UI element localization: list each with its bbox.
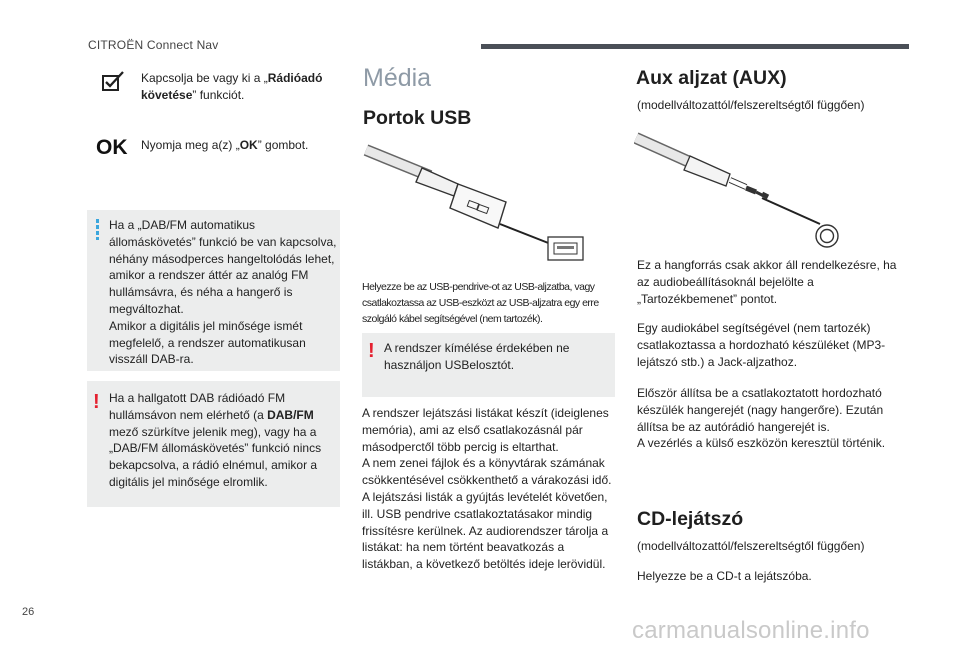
aux-illustration [634, 130, 846, 252]
instruction-press-ok: Nyomja meg a(z) „OK” gombot. [141, 138, 309, 152]
info-box-text: Ha a „DAB/FM automatikus állomáskövetés” funkció be van kapcsolva, néhány másodperces hangeltolódás lehet, amikor a rendszer áttér az analóg FM hullámsávra, és néha a hangerő is megváltozhat. Amikor a digitális jel minősége ismét megfelelő, a rendszer automatikusan visszáll DAB-ra. [109, 218, 337, 367]
watermark: carmanualsonline.info [632, 617, 870, 644]
usb-illustration [360, 140, 596, 270]
section-title-media: Média [363, 64, 432, 92]
warning-box-usb-text: A rendszer kímélése érdekében ne használjon USBelosztót. [384, 341, 570, 372]
aux-note: (modellváltozattól/felszereltségtől függően) [637, 98, 865, 112]
aux-paragraph-3: Először állítsa be a csatlakoztatott hordozható készülék hangerejét (nagy hangerőre). Ezután állítsa be az autórádió hangerejét is. A vezérlés a külső eszközön keresztül történik. [637, 386, 886, 451]
subsection-title-usb: Portok USB [363, 107, 472, 129]
warning-box-dab [87, 381, 340, 507]
warning-exclamation-icon: ! [368, 340, 375, 362]
usb-port-icon [548, 237, 583, 260]
page-number: 26 [22, 606, 35, 618]
warning-box-usb [362, 333, 615, 397]
usb-plug-icon [366, 150, 556, 246]
cd-paragraph-1: Helyezze be a CD-t a lejátszóba. [637, 569, 812, 583]
aux-paragraph-1: Ez a hangforrás csak akkor áll rendelkezésre, ha az audiobeállításoknál bejelölte a „Tartozékbemenet” pontot. [637, 258, 897, 306]
manual-header-title: CITROËN Connect Nav [88, 38, 219, 52]
jack-socket-icon [816, 225, 838, 247]
section-title-cd: CD-lejátszó [637, 508, 744, 530]
usb-caption: Helyezze be az USB-pendrive-ot az USB-aljzatba, vagy csatlakoztassa az USB-eszközt az USB-aljzatra egy erre szolgáló kábel segítségével (nem tartozék). [362, 281, 599, 325]
usb-body-text: A rendszer lejátszási listákat készít (ideiglenes memória), ami az első csatlakozásnál pár másodperctől több percig is eltarthat. A nem zenei fájlok és a könyvtárak számának csökkentésével csökkenthető a várakozási idő. A lejátszási listák a gyújtás levételét követően, ill. USB pendrive csatlakoztatásakor mindig frissítésre kerülnek. Az audiorendszer tárolja a listákat: ha nem történt beavatkozás a listákban, a következő betöltés ideje lerövidül. [362, 406, 612, 572]
info-box [87, 210, 340, 371]
instruction-toggle-following: Kapcsolja be vagy ki a „Rádióadó követése” funkciót. [141, 71, 323, 102]
warning-exclamation-icon: ! [93, 391, 100, 413]
info-marker-icon [96, 219, 99, 240]
header-bar [481, 44, 909, 49]
checkbox-check-icon [100, 70, 126, 94]
cd-note: (modellváltozattól/felszereltségtől függően) [637, 539, 865, 553]
aux-paragraph-2: Egy audiokábel segítségével (nem tartozék) csatlakoztassa a hordozható készüléket (MP3-lejátszó stb.) a Jack-aljzathoz. [637, 321, 886, 369]
warning-box-text: Ha a hallgatott DAB rádióadó FM hullámsávon nem elérhető (a DAB/FM mező szürkítve jelenik meg), vagy ha a „DAB/FM állomáskövetés” funkció nincs bekapcsolva, a rádió elnémul, amikor a digitális jel minősége elromlik. [109, 391, 322, 489]
ok-icon: OK [96, 136, 128, 159]
jack-plug-icon [636, 138, 820, 224]
section-title-aux: Aux aljzat (AUX) [636, 67, 787, 89]
